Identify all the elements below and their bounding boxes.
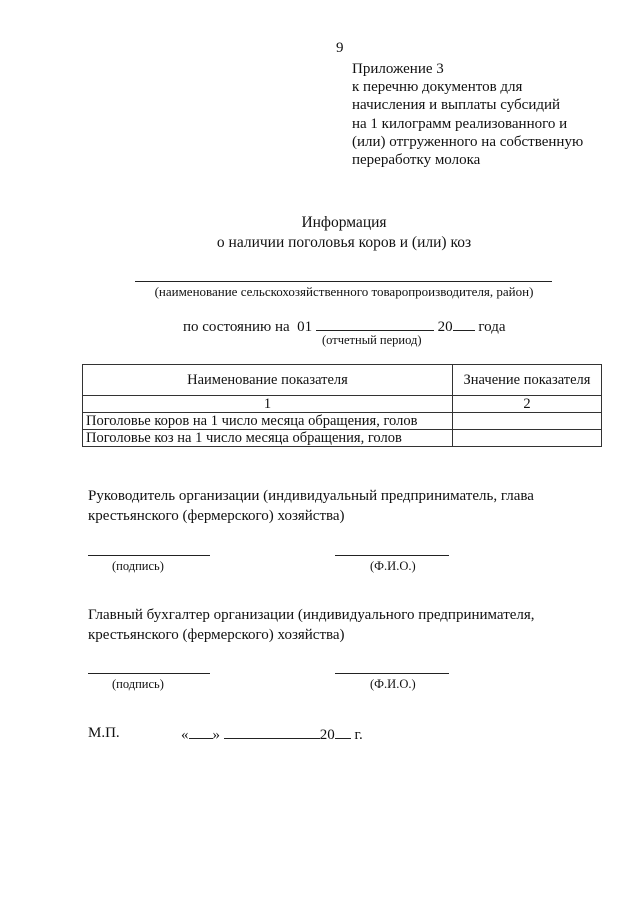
indicator-name: Поголовье коров на 1 число месяца обращения, голов <box>83 413 453 430</box>
producer-caption: (наименование сельскохозяйственного товаропроизводителя, район) <box>154 284 534 299</box>
title-line-1: Информация <box>301 214 387 231</box>
month-blank-field[interactable] <box>224 725 320 739</box>
table-row <box>83 430 602 447</box>
indicator-value-cell[interactable] <box>453 430 602 447</box>
as-of-day: 01 <box>297 319 313 335</box>
column-number: 2 <box>453 396 602 413</box>
close-quote: » <box>212 727 220 743</box>
stamp-place-label: М.П. <box>88 725 120 741</box>
indicator-name: Поголовье коз на 1 число месяца обращения, голов <box>83 430 453 447</box>
accountant-name-field[interactable] <box>335 673 449 674</box>
column-number-row <box>83 396 602 413</box>
head-name-field[interactable] <box>335 555 449 556</box>
column-header: Значение показателя <box>453 365 602 396</box>
head-name-caption: (Ф.И.О.) <box>370 559 416 573</box>
accountant-signature-caption: (подпись) <box>112 677 164 691</box>
open-quote: « <box>181 727 189 743</box>
head-of-org-title: Руководитель организации (индивидуальный предприниматель, глава крестьянского (фермерского) хозяйства) <box>88 488 534 524</box>
appendix-line: начисления и выплаты субсидий <box>352 97 561 114</box>
producer-name-field[interactable] <box>135 281 552 282</box>
month-blank-field[interactable] <box>316 316 434 331</box>
chief-accountant-title: Главный бухгалтер организации (индивидуального предпринимателя, крестьянского (фермерского) хозяйства) <box>88 607 535 643</box>
day-blank-field[interactable] <box>189 725 213 739</box>
head-signature-field[interactable] <box>88 555 210 556</box>
document-title <box>0 213 640 253</box>
indicators-table <box>82 364 602 447</box>
indicator-value-cell[interactable] <box>453 413 602 430</box>
year-blank-field[interactable] <box>335 725 351 739</box>
period-caption: (отчетный период) <box>322 333 422 347</box>
as-of-suffix: года <box>478 319 506 335</box>
appendix-line: переработку молока <box>352 152 481 169</box>
appendix-line: на 1 килограмм реализованного и <box>352 115 568 132</box>
table-header-row <box>83 365 602 396</box>
as-of-prefix: по состоянию на <box>183 319 290 335</box>
column-header: Наименование показателя <box>83 365 453 396</box>
appendix-line: (или) отгруженного на собственную <box>352 133 584 150</box>
appendix-line: к перечню документов для <box>352 79 523 96</box>
accountant-signature-field[interactable] <box>88 673 210 674</box>
appendix-line: Приложение 3 <box>352 61 444 77</box>
page-number: 9 <box>336 40 344 56</box>
appendix-block <box>352 60 583 169</box>
as-of-year-prefix: 20 <box>437 319 453 335</box>
title-line-2: о наличии поголовья коров и (или) коз <box>216 234 472 251</box>
year-blank-field[interactable] <box>453 316 475 331</box>
date-year-prefix: 20 <box>319 727 335 743</box>
head-signature-caption: (подпись) <box>112 559 164 573</box>
accountant-name-caption: (Ф.И.О.) <box>370 677 416 691</box>
table-row <box>83 413 602 430</box>
column-number: 1 <box>83 396 453 413</box>
date-line <box>181 725 363 744</box>
date-year-suffix: г. <box>354 727 363 743</box>
